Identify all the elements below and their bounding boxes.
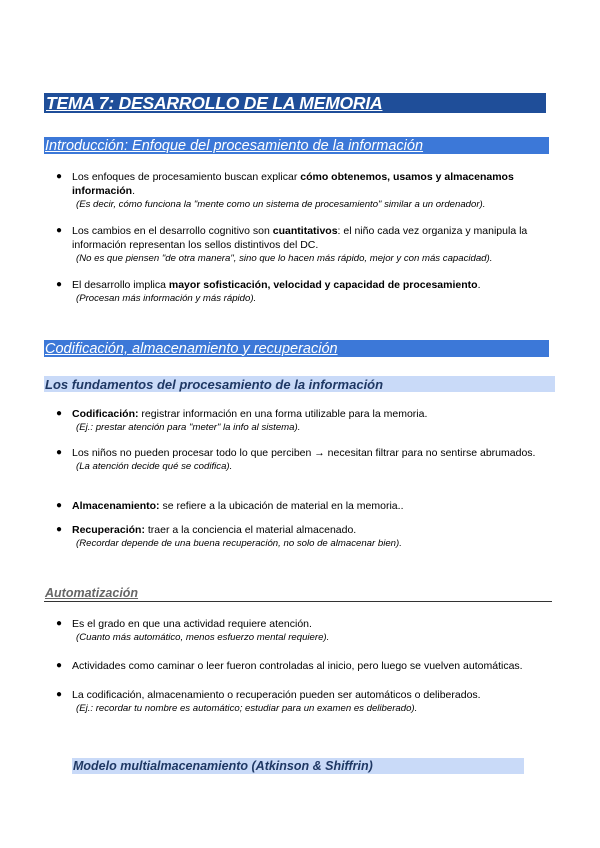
note: (No es que piensen "de otra manera", sino que lo hacen más rápido, mejor y con más capacidad).	[76, 253, 493, 264]
note: (Recordar depende de una buena recuperación, no solo de almacenar bien).	[76, 538, 402, 549]
note: (Ej.: recordar tu nombre es automático; estudiar para un examen es deliberado).	[76, 703, 418, 714]
list-item: ● Los enfoques de procesamiento buscan explicar cómo obtenemos, usamos y almacenamos información. (Es decir, cómo funciona la "mente como un sistema de procesamiento" similar a un ordenador).	[56, 170, 556, 211]
subsection-title: Modelo multialmacenamiento (Atkinson & Shiffrin)	[73, 759, 373, 773]
list-item: ● Codificación: registrar información en una forma utilizable para la memoria. (Ej.: prestar atención para "meter" la info al sistema).	[56, 407, 556, 434]
document-title-bar	[44, 93, 546, 113]
bullet-icon: ●	[56, 279, 63, 290]
list-item: ● Actividades como caminar o leer fueron controladas al inicio, pero luego se vuelven automáticas.	[56, 660, 523, 672]
bullet-icon: ●	[56, 408, 63, 419]
note: (Es decir, cómo funciona la "mente como un sistema de procesamiento" similar a un ordenador).	[76, 199, 486, 210]
list-item: ● Es el grado en que una actividad requiere atención. (Cuanto más automático, menos esfuerzo mental requiere).	[56, 617, 556, 644]
section-heading-cod	[44, 340, 549, 357]
subsection-heading-automatizacion	[44, 585, 552, 602]
note: (La atención decide qué se codifica).	[76, 461, 233, 472]
bullet-icon: ●	[56, 171, 63, 182]
bullet-icon: ●	[56, 447, 63, 458]
bullet-icon: ●	[56, 500, 63, 511]
bullet-icon: ●	[56, 660, 63, 671]
list-item: ● La codificación, almacenamiento o recuperación pueden ser automáticos o deliberados. (Ej.: recordar tu nombre es automático; estudiar para un examen es deliberado).	[56, 688, 556, 715]
bullet-icon: ●	[56, 618, 63, 629]
subsection-heading-modelo	[72, 758, 524, 774]
section-title-cod: Codificación, almacenamiento y recuperación	[45, 340, 338, 357]
section-title-intro: Introducción: Enfoque del procesamiento de la información	[45, 137, 424, 154]
subsection-heading-fundamentos	[44, 376, 555, 392]
section-heading-intro	[44, 137, 549, 154]
note: (Procesan más información y más rápido).	[76, 293, 257, 304]
list-item: ● Recuperación: traer a la conciencia el material almacenado. (Recordar depende de una buena recuperación, no solo de almacenar bien).	[56, 523, 556, 550]
subsection-title: Los fundamentos del procesamiento de la información	[45, 376, 384, 392]
list-item: ● El desarrollo implica mayor sofisticación, velocidad y capacidad de procesamiento. (Procesan más información y más rápido).	[56, 278, 556, 305]
list-item: ● Los niños no pueden procesar todo lo que perciben → necesitan filtrar para no sentirse abrumados. (La atención decide qué se codifica).	[56, 446, 556, 473]
note: (Cuanto más automático, menos esfuerzo mental requiere).	[76, 632, 330, 643]
document-title: TEMA 7: DESARROLLO DE LA MEMORIA	[46, 92, 383, 113]
list-item: ● Almacenamiento: se refiere a la ubicación de material en la memoria..	[56, 500, 404, 512]
bullet-icon: ●	[56, 524, 63, 535]
bullet-icon: ●	[56, 225, 63, 236]
bullet-icon: ●	[56, 689, 63, 700]
subsection-title: Automatización	[45, 586, 139, 600]
list-item: ● Los cambios en el desarrollo cognitivo son cuantitativos: el niño cada vez organiza y manipula la información representan los sellos distintivos del DC. (No es que piensen "de otra manera", sino que lo hacen más rápido, mejor y con más capacidad).	[56, 224, 556, 265]
note: (Ej.: prestar atención para "meter" la info al sistema).	[76, 422, 301, 433]
